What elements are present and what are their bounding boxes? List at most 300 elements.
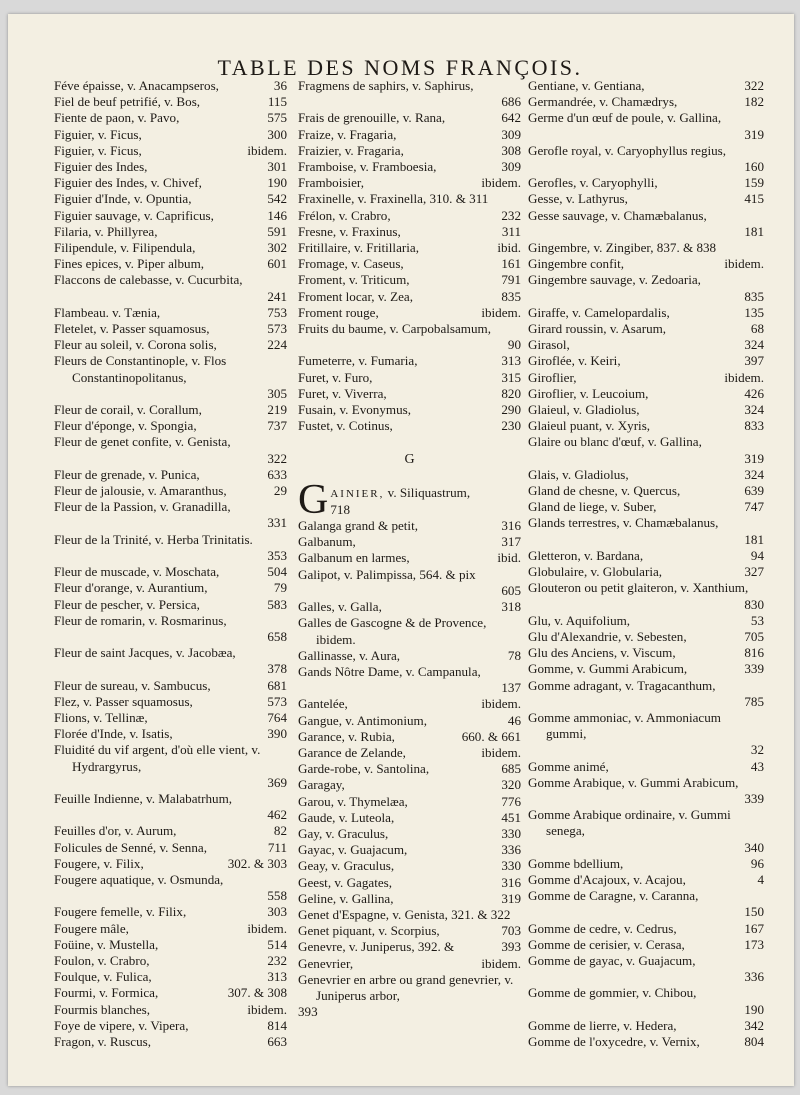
entry-term: Galipot, v. Palimpissa, 564. & pix <box>298 566 476 582</box>
entry-page: 642 <box>501 110 521 126</box>
entry-page: 232 <box>267 952 287 968</box>
entry-page: 115 <box>267 94 287 110</box>
entry-term: Fraxinelle, v. Fraxinella, 310. & 311 <box>298 191 489 207</box>
index-entry <box>54 969 287 985</box>
entry-page: 833 <box>744 418 764 434</box>
entry-term: Gomme adragant, v. Tragacanthum, <box>528 677 716 693</box>
entry-page: 317 <box>501 534 521 550</box>
entry-term: Globulaire, v. Globularia, <box>528 564 663 580</box>
entry-term: Fraizier, v. Fragaria, <box>298 142 404 158</box>
index-entry <box>54 985 287 1001</box>
entry-term: Figuier sauvage, v. Caprificus, <box>54 207 214 223</box>
entry-term: Garagay, <box>298 777 345 793</box>
entry-term: Fleur de genet confite, v. Genista, <box>54 434 231 450</box>
entry-term: Germandrée, v. Chamædrys, <box>528 94 678 110</box>
index-entry <box>298 208 521 224</box>
entry-term: Fleur de sureau, v. Sambucus, <box>54 677 211 693</box>
entry-term: Galbanum, <box>298 534 356 550</box>
entry-page: 737 <box>267 418 287 434</box>
index-entry <box>298 272 521 288</box>
entry-term: Gland de liege, v. Suber, <box>528 499 657 515</box>
entry-term: Frélon, v. Crabro, <box>298 207 391 223</box>
entry-page: 32 <box>750 742 764 758</box>
index-entry <box>54 1002 287 1018</box>
entry-page: ibidem. <box>481 175 521 191</box>
entry-page: 462 <box>267 807 287 823</box>
entry-term: Fragon, v. Ruscus, <box>54 1033 151 1049</box>
entry-term: Gingembre sauvage, v. Zedoaria, <box>528 272 701 288</box>
index-entry <box>298 777 521 793</box>
entry-page: 451 <box>501 809 521 825</box>
entry-page: 601 <box>267 256 287 272</box>
entry-term: Glaire ou blanc d'œuf, v. Gallina, <box>528 434 702 450</box>
index-entry <box>298 972 521 1021</box>
entry-page: 681 <box>267 677 287 693</box>
entry-term: Fiel de beuf petrifié, v. Bos, <box>54 94 201 110</box>
index-column-2 <box>298 78 521 1020</box>
index-entry <box>298 939 521 955</box>
entry-page: ibidem. <box>481 696 521 712</box>
entry-page: 160 <box>744 159 764 175</box>
entry-term: Gesse sauvage, v. Chamæbalanus, <box>528 207 707 223</box>
entry-page: 190 <box>744 1001 764 1017</box>
entry-page: 542 <box>267 191 287 207</box>
entry-page: 182 <box>744 94 764 110</box>
index-entry <box>298 110 521 126</box>
entry-term: Genet piquant, v. Scorpius, <box>298 923 440 939</box>
entry-page: 820 <box>501 385 521 401</box>
entry-term: Fleur d'orange, v. Aurantium, <box>54 580 208 596</box>
index-entry <box>298 794 521 810</box>
index-entry <box>54 499 287 531</box>
entry-term: Galanga grand & petit, <box>298 518 418 534</box>
entry-page: 605 <box>501 582 521 598</box>
entry-term: Figuier des Indes, v. Chivef, <box>54 175 202 191</box>
index-entry <box>528 353 764 369</box>
index-entry <box>528 110 764 142</box>
entry-term: Giraffe, v. Camelopardalis, <box>528 304 670 320</box>
index-entry <box>54 645 287 677</box>
index-entry <box>298 664 521 696</box>
entry-page: 340 <box>744 839 764 855</box>
index-entry <box>528 467 764 483</box>
entry-page: 161 <box>501 256 521 272</box>
entry-page: 302 <box>267 240 287 256</box>
entry-page: 319 <box>744 450 764 466</box>
entry-term: Gletteron, v. Bardana, <box>528 547 644 563</box>
index-entry <box>54 467 287 483</box>
index-entry <box>298 615 521 647</box>
entry-page: ibidem. <box>481 304 521 320</box>
index-entry <box>298 143 521 159</box>
index-entry <box>298 518 521 534</box>
index-entry <box>528 710 764 759</box>
entry-term: Gomme Arabique, v. Gummi Arabicum, <box>528 774 739 790</box>
index-entry <box>298 907 521 923</box>
entry-term: Geline, v. Gallina, <box>298 890 394 906</box>
index-entry <box>298 353 521 369</box>
index-entry <box>54 613 287 645</box>
index-entry <box>528 143 764 175</box>
entry-term: Fines epices, v. Piper album, <box>54 256 205 272</box>
index-entry <box>54 159 287 175</box>
index-entry <box>54 256 287 272</box>
entry-page: 816 <box>744 645 764 661</box>
index-entry <box>528 515 764 547</box>
entry-term: Garou, v. Thymelæa, <box>298 793 408 809</box>
entry-term: Garance, v. Rubia, <box>298 728 395 744</box>
entry-page: 804 <box>744 1033 764 1049</box>
entry-page: 324 <box>744 466 764 482</box>
entry-term: Girard roussin, v. Asarum, <box>528 321 667 337</box>
entry-term: Garde-robe, v. Santolina, <box>298 761 430 777</box>
entry-term: Flions, v. Tellinæ, <box>54 709 148 725</box>
entry-page: 29 <box>273 483 287 499</box>
index-entry <box>54 904 287 920</box>
entry-term: Flaccons de calebasse, v. Cucurbita, <box>54 272 243 288</box>
entry-page: 79 <box>273 580 287 596</box>
index-entry <box>528 645 764 661</box>
entry-term: Fleur au soleil, v. Corona solis, <box>54 337 217 353</box>
index-entry <box>298 402 521 418</box>
index-entry <box>54 434 287 466</box>
index-entry <box>54 208 287 224</box>
entry-term: Fromage, v. Caseus, <box>298 256 404 272</box>
entry-page: 339 <box>744 790 764 806</box>
entry-term: Girasol, <box>528 337 570 353</box>
entry-page: 190 <box>267 175 287 191</box>
index-entry <box>54 1034 287 1050</box>
entry-page: 514 <box>267 936 287 952</box>
index-entry <box>528 208 764 240</box>
entry-page: 167 <box>744 920 764 936</box>
entry-page: 43 <box>750 758 764 774</box>
entry-page: 313 <box>501 353 521 369</box>
entry-term: Framboise, v. Framboesia, <box>298 159 437 175</box>
entry-term: Fluidité du vif argent, d'où elle vient, v. Hydrargyrus, <box>54 742 261 774</box>
entry-term: Fourmi, v. Formica, <box>54 985 159 1001</box>
entry-term: Giroflier, v. Leucoium, <box>528 385 649 401</box>
entry-page: 159 <box>744 175 764 191</box>
entry-term: Fruits du baume, v. Carpobalsamum, <box>298 321 491 337</box>
entry-term: Galles, v. Galla, <box>298 599 382 615</box>
index-column-3 <box>528 78 764 1050</box>
entry-term: Gerofles, v. Caryophylli, <box>528 175 658 191</box>
entry-term: Fougere aquatique, v. Osmunda, <box>54 871 224 887</box>
entry-term: Fleur de pescher, v. Persica, <box>54 596 200 612</box>
entry-term: Fleur de la Trinité, v. Herba Trinitatis. <box>54 531 253 547</box>
index-entry <box>528 629 764 645</box>
index-entry <box>54 678 287 694</box>
entry-page: 663 <box>267 1033 287 1049</box>
index-entry <box>298 599 521 615</box>
index-entry <box>54 78 287 94</box>
entry-page: 426 <box>744 385 764 401</box>
entry-term: Gomme ammoniac, v. Ammoniacum gummi, <box>528 709 721 742</box>
index-entry <box>54 694 287 710</box>
entry-page: 369 <box>267 774 287 790</box>
index-entry <box>528 985 764 1017</box>
index-entry <box>298 418 521 434</box>
entry-page: 300 <box>267 126 287 142</box>
entry-page: 53 <box>750 612 764 628</box>
index-entry <box>528 386 764 402</box>
entry-page: 230 <box>501 418 521 434</box>
entry-term: Fusain, v. Evonymus, <box>298 402 411 418</box>
entry-page: 324 <box>744 402 764 418</box>
entry-page: 181 <box>744 531 764 547</box>
entry-page: 331 <box>267 515 287 531</box>
index-entry <box>298 923 521 939</box>
entry-page: 711 <box>267 839 287 855</box>
index-entry <box>54 937 287 953</box>
entry-page: 232 <box>501 207 521 223</box>
index-entry <box>54 483 287 499</box>
entry-page: ibidem. <box>247 142 287 158</box>
index-entry <box>54 710 287 726</box>
entry-page: 339 <box>744 661 764 677</box>
entry-page: 785 <box>744 693 764 709</box>
entry-term: Galles de Gascogne & de Provence, ibidem. <box>298 615 487 647</box>
entry-term: Foulon, v. Crabro, <box>54 952 150 968</box>
entry-page: 378 <box>267 661 287 677</box>
entry-term: Geest, v. Gagates, <box>298 874 393 890</box>
index-entry <box>54 402 287 418</box>
entry-term: Germe d'un œuf de poule, v. Gallina, <box>528 110 722 126</box>
entry-page: 504 <box>267 564 287 580</box>
entry-term: Gomme d'Acajoux, v. Acajou, <box>528 871 686 887</box>
entry-term: Framboisier, <box>298 175 365 191</box>
index-entry <box>54 321 287 337</box>
page-title: TABLE DES NOMS FRANÇOIS. <box>217 54 583 80</box>
entry-page: 353 <box>267 547 287 563</box>
entry-page: 415 <box>744 191 764 207</box>
entry-page: 307. & 308 <box>227 985 287 1001</box>
entry-term: Garance de Zelande, <box>298 744 406 760</box>
index-entry <box>298 696 521 712</box>
entry-term: Fiente de paon, v. Pavo, <box>54 110 180 126</box>
entry-term: Galbanum en larmes, <box>298 550 410 566</box>
entry-page: 316 <box>501 874 521 890</box>
index-entry <box>54 94 287 110</box>
entry-page: 320 <box>501 777 521 793</box>
index-entry <box>528 856 764 872</box>
index-entry <box>528 402 764 418</box>
entry-page: 4 <box>757 871 764 887</box>
index-entry <box>528 94 764 110</box>
index-entry <box>528 1034 764 1050</box>
entry-page: 830 <box>744 596 764 612</box>
entry-page: 241 <box>267 288 287 304</box>
index-entry <box>298 127 521 143</box>
index-entry <box>54 110 287 126</box>
entry-page: 835 <box>501 288 521 304</box>
index-entry <box>528 256 764 272</box>
entry-page: 219 <box>267 402 287 418</box>
index-entry <box>298 224 521 240</box>
entry-term: Fleur de muscade, v. Moschata, <box>54 564 220 580</box>
index-entry <box>528 548 764 564</box>
entry-term: Gomme de l'oxycedre, v. Vernix, <box>528 1033 700 1049</box>
entry-page: 342 <box>744 1017 764 1033</box>
entry-term: Giroflier, <box>528 369 577 385</box>
index-entry <box>54 564 287 580</box>
entry-page: ibidem. <box>247 920 287 936</box>
entry-page: 336 <box>501 842 521 858</box>
entry-term: Gantelée, <box>298 696 348 712</box>
index-entry <box>298 78 521 110</box>
entry-page: ibid. <box>497 240 521 256</box>
index-entry <box>54 856 287 872</box>
index-entry <box>54 353 287 402</box>
index-entry <box>54 191 287 207</box>
entry-page: 309 <box>501 159 521 175</box>
entry-term: Fraize, v. Fragaria, <box>298 126 397 142</box>
index-entry <box>54 418 287 434</box>
index-entry <box>298 842 521 858</box>
entry-page: 303 <box>267 904 287 920</box>
entry-term: Fritillaire, v. Fritillaria, <box>298 240 419 256</box>
entry-page: 302. & 303 <box>227 855 287 871</box>
entry-term: Glu des Anciens, v. Viscum, <box>528 645 676 661</box>
entry-term: Folicules de Senné, v. Senna, <box>54 839 207 855</box>
entry-term: Feuille Indienne, v. Malabatrhum, <box>54 790 233 806</box>
entry-term: Figuier, v. Ficus, <box>54 142 142 158</box>
entry-term: Florée d'Inde, v. Isatis, <box>54 726 173 742</box>
entry-term: Giroflée, v. Keiri, <box>528 353 621 369</box>
entry-term: Fleur de corail, v. Corallum, <box>54 402 202 418</box>
entry-term: Figuier des Indes, <box>54 159 148 175</box>
entry-page: 301 <box>267 159 287 175</box>
index-entry <box>54 305 287 321</box>
entry-term: Gingembre, v. Zingiber, 837. & 838 <box>528 240 717 256</box>
entry-term: Froment rouge, <box>298 304 379 320</box>
entry-term: Fleurs de Constantinople, v. Flos Constantinopolitanus, <box>54 353 227 385</box>
entry-term: Fleur d'éponge, v. Spongia, <box>54 418 197 434</box>
drop-cap-letter: G <box>298 476 329 523</box>
entry-page: ibidem. <box>724 369 764 385</box>
index-entry <box>298 956 521 972</box>
entry-term: Gomme bdellium, <box>528 855 624 871</box>
entry-page: 573 <box>267 693 287 709</box>
index-entry <box>528 564 764 580</box>
entry-page: 322 <box>267 450 287 466</box>
entry-page: 318 <box>501 599 521 615</box>
entry-headword: AINIER, <box>330 487 385 500</box>
index-entry <box>298 810 521 826</box>
index-entry <box>298 826 521 842</box>
entry-term: Glu, v. Aquifolium, <box>528 612 631 628</box>
entry-page: 747 <box>744 499 764 515</box>
index-entry <box>528 321 764 337</box>
entry-term: Fresne, v. Fraxinus, <box>298 223 401 239</box>
index-entry <box>54 823 287 839</box>
entry-page: 315 <box>501 369 521 385</box>
entry-term: Gomme de Caragne, v. Caranna, <box>528 888 699 904</box>
entry-term: Froment, v. Triticum, <box>298 272 410 288</box>
dropcap-entry-text <box>330 483 521 518</box>
index-entry <box>298 256 521 272</box>
entry-page: 814 <box>267 1017 287 1033</box>
index-entry <box>54 742 287 791</box>
index-entry <box>54 143 287 159</box>
index-entry <box>528 434 764 466</box>
index-entry <box>54 840 287 856</box>
entry-page: 558 <box>267 888 287 904</box>
entry-page: 309 <box>501 126 521 142</box>
entry-page: 330 <box>501 825 521 841</box>
entry-page: 639 <box>744 483 764 499</box>
index-entry <box>298 745 521 761</box>
entry-page: 36 <box>273 78 287 93</box>
entry-page: 575 <box>267 110 287 126</box>
index-entry <box>298 550 521 566</box>
entry-page: 753 <box>267 304 287 320</box>
index-entry <box>298 875 521 891</box>
index-entry <box>528 499 764 515</box>
entry-page: 686 <box>501 94 521 110</box>
entry-term: Furet, v. Furo, <box>298 369 373 385</box>
entry-term: Gomme de lierre, v. Hedera, <box>528 1017 677 1033</box>
entry-page: 718 <box>330 501 350 517</box>
entry-term: Fustet, v. Cotinus, <box>298 418 393 434</box>
index-entry <box>54 872 287 904</box>
entry-term: Foüine, v. Mustella, <box>54 936 159 952</box>
index-entry <box>54 597 287 613</box>
index-entry <box>528 872 764 888</box>
index-entry <box>54 532 287 564</box>
index-entry <box>298 159 521 175</box>
index-entry <box>528 1018 764 1034</box>
index-entry-dropcap <box>298 476 521 523</box>
entry-term: Foulque, v. Fulica, <box>54 969 152 985</box>
entry-term: Fleur de saint Jacques, v. Jacobæa, <box>54 645 236 661</box>
entry-page: 78 <box>507 647 521 663</box>
entry-term: Genevre, v. Juniperus, 392. & <box>298 939 455 955</box>
entry-term: Gands Nôtre Dame, v. Campanula, <box>298 663 481 679</box>
entry-page: 330 <box>501 858 521 874</box>
entry-page: 324 <box>744 337 764 353</box>
entry-term: Gallinasse, v. Aura, <box>298 647 401 663</box>
entry-page: 173 <box>744 936 764 952</box>
entry-term: Fletelet, v. Passer squamosus, <box>54 321 210 337</box>
entry-page: 835 <box>744 288 764 304</box>
index-entry <box>298 729 521 745</box>
index-entry <box>298 761 521 777</box>
entry-page: ibidem. <box>724 256 764 272</box>
entry-term: Gangue, v. Antimonium, <box>298 712 427 728</box>
index-entry <box>298 648 521 664</box>
index-entry <box>298 321 521 353</box>
index-entry <box>528 613 764 629</box>
entry-page: 776 <box>501 793 521 809</box>
entry-term: Filipendule, v. Filipendula, <box>54 240 196 256</box>
index-entry <box>54 272 287 304</box>
entry-term: Figuier, v. Ficus, <box>54 126 142 142</box>
entry-page: 319 <box>501 890 521 906</box>
index-entry <box>54 921 287 937</box>
entry-term: Féve épaisse, v. Anacampseros, <box>54 78 219 93</box>
entry-term: Gomme Arabique ordinaire, v. Gummi senega, <box>528 807 731 839</box>
entry-term: Fougere, v. Filix, <box>54 855 144 871</box>
index-entry <box>528 305 764 321</box>
index-entry <box>528 937 764 953</box>
index-entry <box>528 759 764 775</box>
entry-term: Geay, v. Graculus, <box>298 858 395 874</box>
entry-page: ibidem. <box>247 1001 287 1017</box>
index-entry <box>54 224 287 240</box>
entry-page: 573 <box>267 321 287 337</box>
